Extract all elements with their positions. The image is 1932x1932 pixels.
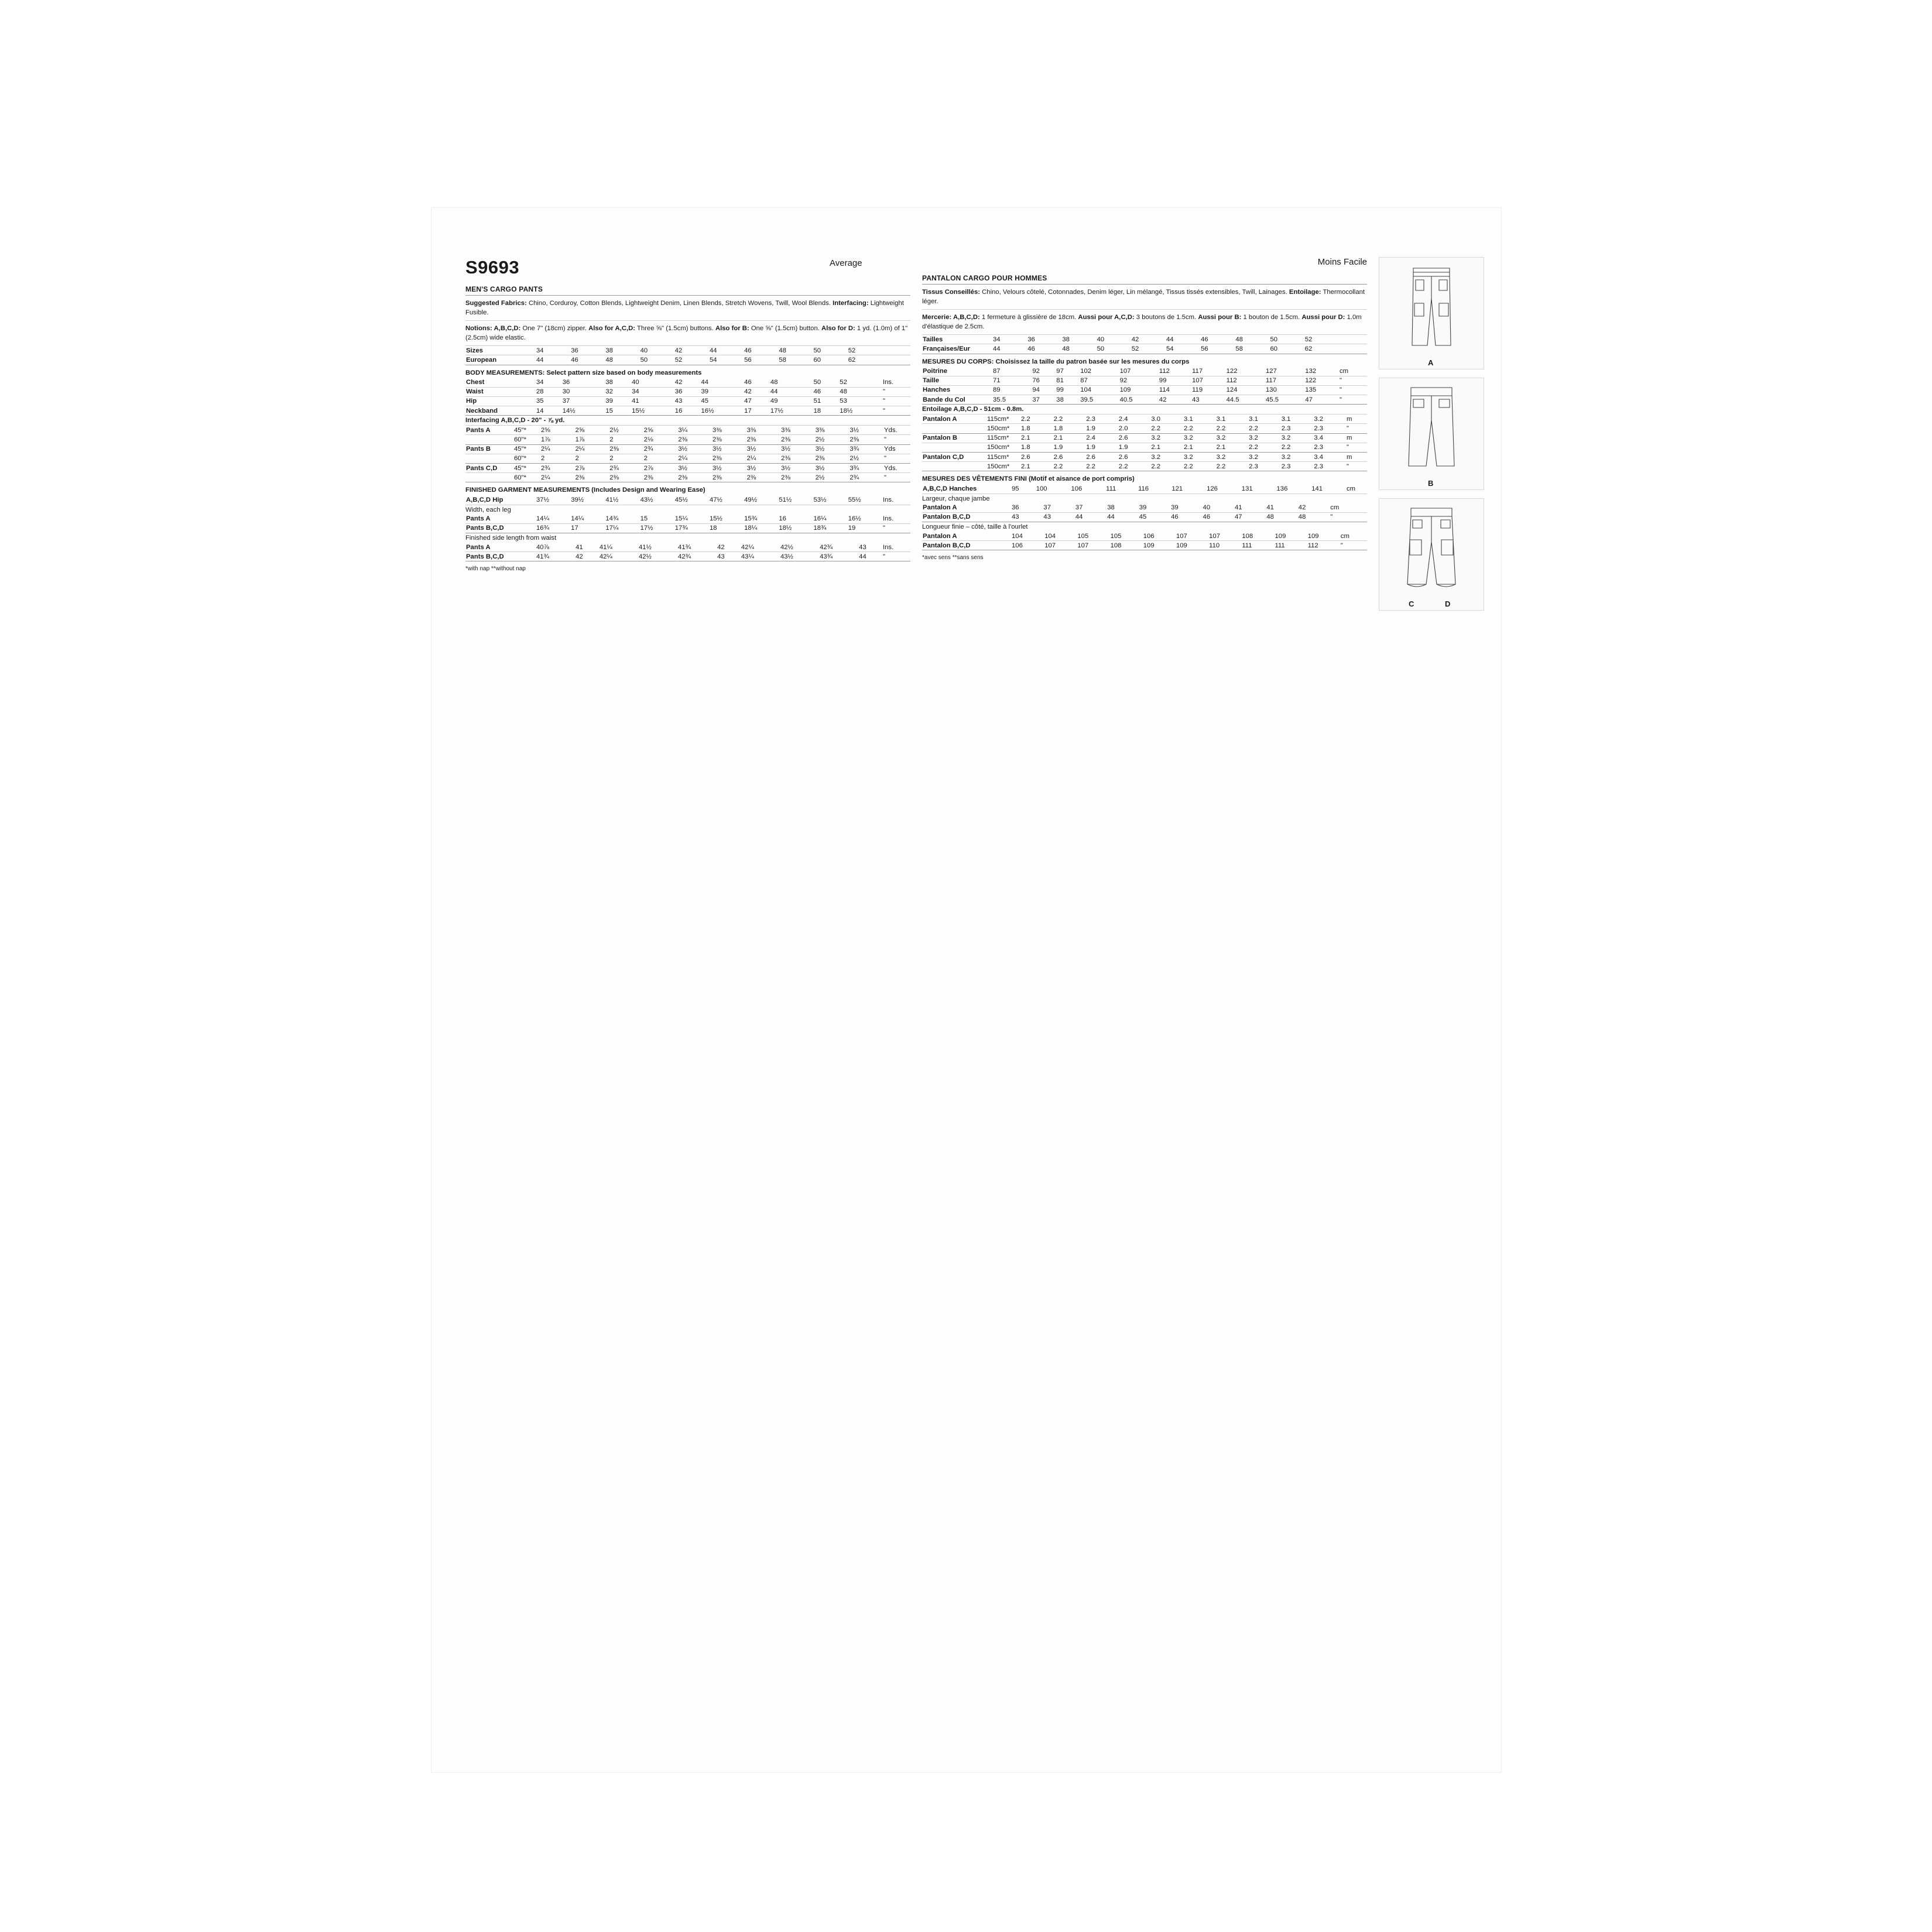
interfacing-text-fr: Thermocollant léger.: [922, 289, 1365, 306]
pants-view-a: [1379, 257, 1484, 369]
garment-title-fr: PANTALON CARGO POUR HOMMES: [922, 267, 1367, 285]
table-row: Pantalon C,D 115cm* 2.6 2.6 2.6 2.6 3.2 3.2 3.2 3.2 3.2 3.4 m: [922, 453, 1367, 462]
fabrics-label-fr: Tissus Conseillés:: [922, 289, 980, 296]
table-row: Pants A 40⅞ 41 41¼ 41½ 41¾ 42 42¼ 42½ 42¾ 43 Ins.: [465, 543, 910, 552]
french-column: [922, 257, 1367, 561]
width-table-en: [465, 515, 910, 533]
notions-label4-en: Also for D:: [821, 325, 855, 333]
european-label-fr: Françaises/Eur: [922, 344, 992, 354]
side-length-table-fr: [922, 532, 1367, 550]
notions-text2-en: Three ⅝" (1.5cm) buttons.: [635, 325, 715, 333]
table-row: 60"* 2¼ 2⅜ 2⅜ 2⅜ 2⅜ 2⅜ 2⅜ 2⅜ 2½ 2¾ ": [465, 473, 910, 482]
european-row-en: European 44 46 48 50 52 54 56 58 60 62: [465, 355, 910, 365]
interfacing-label-en: Interfacing:: [833, 300, 869, 307]
interfacing-line-fr: Entoilage A,B,C,D - 51cm - 0.8m.: [922, 406, 1024, 413]
table-row: 60"* 1⅞ 1⅞ 2 2⅛ 2⅜ 2⅜ 2⅜ 2⅜ 2½ 2⅜ ": [465, 435, 910, 444]
difficulty-fr: Moins Facile: [1317, 257, 1367, 267]
side-length-caption-fr: Longueur finie – côté, taille à l'ourlet: [922, 523, 1028, 530]
table-row: Neckband 14 14½ 15 15½ 16 16½ 17 17½ 18 18½ ": [465, 406, 910, 416]
table-row: Taille 71 76 81 87 92 99 107 112 117 122 ": [922, 376, 1367, 385]
notions-label4-fr: Aussi pour D:: [1301, 314, 1345, 321]
table-row: 150cm* 2.1 2.2 2.2 2.2 2.2 2.2 2.2 2.3 2.3 2.3 ": [922, 462, 1367, 471]
fabrics-label-en: Suggested Fabrics:: [465, 300, 527, 307]
european-label-en: European: [465, 355, 536, 365]
table-row: Pantalon A 36 37 37 38 39 39 40 41 41 42 cm: [922, 503, 1367, 513]
footnote-fr: *avec sens **sans sens: [922, 554, 984, 561]
table-row: A,B,C,D Hanches 95 100 106 111 116 121 126 131 136 141 cm: [922, 484, 1367, 494]
width-caption-en: Width, each leg: [465, 506, 511, 513]
pants-b-drawing: [1379, 378, 1484, 488]
table-row: Pants B,C,D 16¾ 17 17¼ 17½ 17¾ 18 18¼ 18½ 18¾ 19 ": [465, 523, 910, 533]
sizes-row-fr: Tailles 34 36 38 40 42 44 46 48 50 52: [922, 335, 1367, 344]
figure-label-a: A: [1428, 358, 1434, 367]
pants-view-cd: [1379, 498, 1484, 611]
notions-label2-fr: Aussi pour A,C,D:: [1078, 314, 1135, 321]
notions-text1-en: One 7" (18cm) zipper.: [520, 325, 589, 333]
notions-en: [465, 321, 910, 346]
finished-measurements-title-en: FINISHED GARMENT MEASUREMENTS (Includes Design and Wearing Ease): [465, 487, 705, 494]
table-row: Pants B,C,D 41¾ 42 42¼ 42½ 42¾ 43 43¼ 43½ 43¾ 44 ": [465, 552, 910, 561]
suggested-fabrics-fr: [922, 285, 1367, 310]
table-row: Pantalon B,C,D 106 107 107 108 109 109 110 111 111 112 ": [922, 541, 1367, 550]
notions-text4-en: 1 yd. (1.0m) of 1" (2.5cm) wide elastic.: [465, 325, 908, 342]
notions-text1-fr: 1 fermeture à glissière de 18cm.: [979, 314, 1078, 321]
body-measurements-title-fr: MESURES DU CORPS: Choisissez la taille du patron basée sur les mesures du corps: [922, 358, 1190, 365]
finished-table-fr: [922, 484, 1367, 494]
notions-text3-fr: 1 bouton de 1.5cm.: [1241, 314, 1302, 321]
table-row: 60"* 2 2 2 2 2¼ 2⅜ 2¼ 2⅜ 2⅜ 2½ ": [465, 454, 910, 463]
finished-measurements-title-fr: MESURES DES VÊTEMENTS FINI (Motif et aisance de port compris): [922, 475, 1135, 483]
yardage-table-fr: [922, 415, 1367, 471]
table-row: Pantalon A 115cm* 2.2 2.2 2.3 2.4 3.0 3.1 3.1 3.1 3.1 3.2 m: [922, 415, 1367, 424]
table-row: Poitrine 87 92 97 102 107 112 117 122 127 132 cm: [922, 367, 1367, 376]
figure-label-c: C: [1409, 600, 1414, 608]
fabrics-text-en: Chino, Corduroy, Cotton Blends, Lightweight Denim, Linen Blends, Stretch Wovens, Twill, Wool Blends.: [526, 300, 833, 307]
sizes-table-fr: [922, 335, 1367, 354]
body-measurements-title-en: BODY MEASUREMENTS: Select pattern size based on body measurements: [465, 369, 702, 376]
notions-text4-fr: 1.0m d'élastique de 2.5cm.: [922, 314, 1362, 331]
footnote-en: *with nap **without nap: [465, 566, 526, 573]
interfacing-line-en: Interfacing A,B,C,D - 20" - ⅞ yd.: [465, 417, 565, 424]
notions-label3-en: Also for B:: [715, 325, 749, 333]
notions-fr: [922, 310, 1367, 335]
table-row: Pantalon B 115cm* 2.1 2.1 2.4 2.6 3.2 3.2 3.2 3.2 3.2 3.4 m: [922, 433, 1367, 443]
table-row: 150cm* 1.8 1.9 1.9 1.9 2.1 2.1 2.1 2.2 2.2 2.3 ": [922, 443, 1367, 452]
interfacing-text-en: Lightweight Fusible.: [465, 300, 904, 317]
table-row: Pants A 14¼ 14¼ 14¾ 15 15¼ 15½ 15¾ 16 16¼ 16½ Ins.: [465, 515, 910, 524]
suggested-fabrics-en: [465, 296, 910, 321]
pattern-number: S9693: [465, 257, 520, 278]
table-row: A,B,C,D Hip 37½ 39½ 41½ 43½ 45½ 47½ 49½ 51½ 53½ 55½ Ins.: [465, 495, 910, 505]
sizes-label-fr: Tailles: [922, 335, 992, 344]
table-row: Pants A 45"* 2⅝ 2⅝ 2½ 2⅝ 3¼ 3⅜ 3⅜ 3⅜ 3⅜ 3½ Yds.: [465, 426, 910, 435]
table-row: Pantalon A 104 104 105 105 106 107 107 108 109 109 cm: [922, 532, 1367, 541]
body-measurements-table-en: [465, 378, 910, 416]
table-row: Bande du Col 35.5 37 38 39.5 40.5 42 43 44.5 45.5 47 ": [922, 395, 1367, 405]
european-row-fr: Françaises/Eur 44 46 48 50 52 54 56 58 60 62: [922, 344, 1367, 354]
figure-label-b: B: [1428, 479, 1434, 488]
table-row: Pants B 45"* 2¼ 2¼ 2⅜ 2¾ 3½ 3½ 3½ 3½ 3½ 3¾ Yds: [465, 444, 910, 454]
figure-label-d: D: [1445, 600, 1451, 608]
table-row: Hip 35 37 39 41 43 45 47 49 51 53 ": [465, 396, 910, 406]
difficulty-en: Average: [830, 258, 862, 268]
pattern-envelope-back: [431, 208, 1501, 1772]
fabrics-text-fr: Chino, Velours côtelé, Cotonnades, Denim léger, Lin mélangé, Tissus tissés extensibles, Twill, Lainages.: [980, 289, 1289, 296]
notions-label2-en: Also for A,C,D:: [588, 325, 636, 333]
table-row: Pantalon B,C,D 43 43 44 44 45 46 46 47 48 48 ": [922, 512, 1367, 522]
sizes-row-en: Sizes 34 36 38 40 42 44 46 48 50 52: [465, 346, 910, 355]
notions-text2-fr: 3 boutons de 1.5cm.: [1134, 314, 1198, 321]
side-length-table-en: [465, 543, 910, 561]
line-drawings: [1379, 257, 1484, 619]
notions-label-fr: Mercerie: A,B,C,D:: [922, 314, 980, 321]
yardage-table-en: [465, 426, 910, 482]
body-measurements-table-fr: [922, 367, 1367, 405]
table-row: Chest 34 36 38 40 42 44 46 48 50 52 Ins.: [465, 378, 910, 388]
notions-label3-fr: Aussi pour B:: [1198, 314, 1242, 321]
table-row: Hanches 89 94 99 104 109 114 119 124 130 135 ": [922, 385, 1367, 395]
width-table-fr: [922, 503, 1367, 522]
table-row: 150cm* 1.8 1.8 1.9 2.0 2.2 2.2 2.2 2.2 2.3 2.3 ": [922, 424, 1367, 433]
finished-table-en: [465, 495, 910, 505]
pants-a-drawing: [1379, 258, 1484, 368]
side-length-caption-en: Finished side length from waist: [465, 534, 557, 542]
interfacing-label-fr: Entoilage:: [1289, 289, 1321, 296]
sizes-label-en: Sizes: [465, 346, 536, 355]
pants-view-b: [1379, 378, 1484, 490]
notions-label-en: Notions: A,B,C,D:: [465, 325, 521, 333]
garment-title-en: MEN'S CARGO PANTS: [465, 278, 910, 296]
table-row: Waist 28 30 32 34 36 39 42 44 46 48 ": [465, 387, 910, 396]
sizes-table-en: [465, 346, 910, 365]
width-caption-fr: Largeur, chaque jambe: [922, 495, 990, 502]
table-row: Pants C,D 45"* 2¾ 2⅞ 2¾ 2⅞ 3½ 3½ 3½ 3½ 3½ 3¾ Yds.: [465, 464, 910, 473]
english-column: [465, 257, 910, 572]
notions-text3-en: One ⅝" (1.5cm) button.: [749, 325, 822, 333]
pants-cd-drawing: [1379, 499, 1484, 609]
